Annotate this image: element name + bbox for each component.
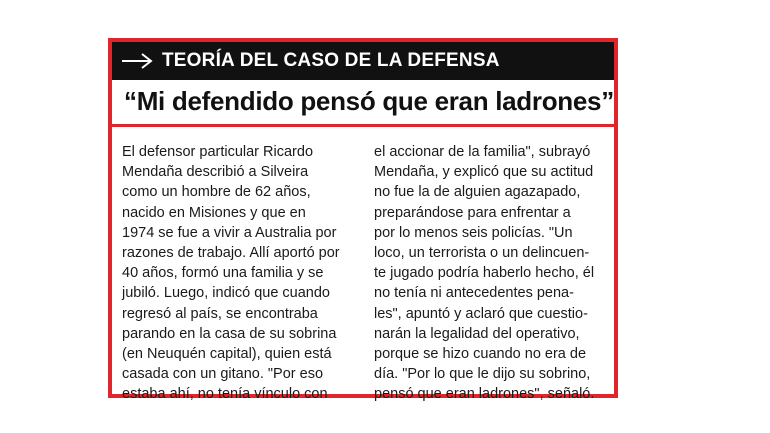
- text-line: por lo menos seis policías. "Un: [374, 224, 573, 241]
- text-line: 40 años, formó una familia y se: [122, 265, 324, 282]
- text-line: nacido en Misiones y que en: [122, 204, 306, 221]
- text-line: estaba ahí, no tenía vínculo con: [122, 386, 328, 403]
- text-line: el accionar de la familia", subrayó: [374, 144, 591, 160]
- text-line: loco, un terrorista o un delincuen-: [374, 245, 590, 262]
- text-line: parando en la casa de su sobrina: [122, 325, 337, 342]
- article-box: [108, 38, 618, 403]
- text-line: como un hombre de 62 años,: [122, 184, 311, 201]
- text-line: jubiló. Luego, indicó que cuando: [122, 285, 330, 302]
- text-line: razones de trabajo. Allí aportó por: [122, 245, 340, 262]
- text-line: casada con un gitano. "Por eso: [122, 366, 324, 383]
- body-column-1: [122, 142, 362, 405]
- text-line: 1974 se fue a vivir a Australia por: [122, 224, 337, 241]
- text-line: Mendaña, y explicó que su actitud: [374, 164, 594, 181]
- text-line: porque se hizo cuando no era de: [374, 346, 587, 363]
- text-line: les", apuntó y aclaró que cuestio-: [374, 305, 588, 322]
- text-line: pensó que eran ladrones", señaló.: [374, 386, 595, 403]
- kicker-text: TEORÍA DEL CASO DE LA DEFENSA: [162, 50, 500, 71]
- divider: [112, 124, 614, 127]
- text-line: (en Neuquén capital), quien está: [122, 346, 332, 363]
- body-column-2: [374, 142, 610, 405]
- arrow-right-icon: [120, 51, 156, 71]
- text-line: no fue la de alguien agazapado,: [374, 184, 581, 201]
- text-line: Mendaña describió a Silveira: [122, 164, 309, 181]
- text-line: El defensor particular Ricardo: [122, 144, 314, 160]
- text-line: no tenía ni antecedentes pena-: [374, 285, 574, 302]
- text-line: narán la legalidad del operativo,: [374, 325, 580, 342]
- text-line: día. "Por lo que le dijo su sobrino,: [374, 366, 591, 383]
- text-line: regresó al país, se encontraba: [122, 305, 318, 322]
- text-line: te jugado podría haberlo hecho, él: [374, 265, 595, 282]
- headline: “Mi defendido pensó que eran ladrones”: [124, 86, 614, 116]
- text-line: preparándose para enfrentar a: [374, 204, 571, 221]
- kicker-bar: [112, 42, 614, 80]
